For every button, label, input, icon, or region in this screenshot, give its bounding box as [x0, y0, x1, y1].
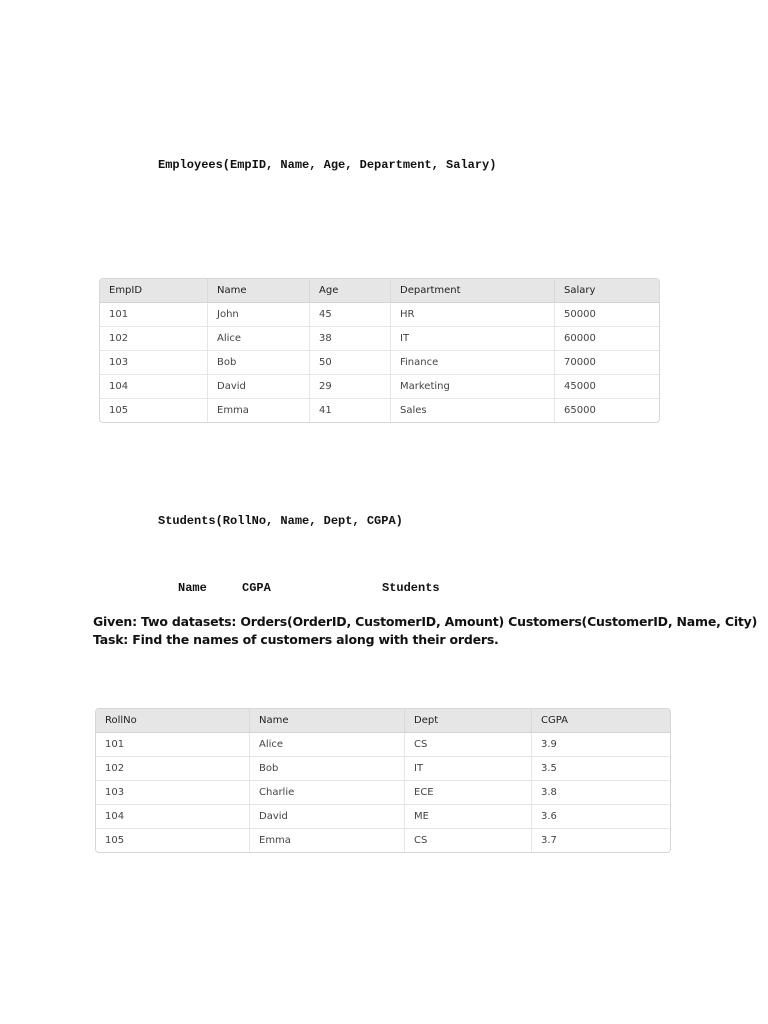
cell-salary: 45000 — [555, 375, 659, 399]
students-table — [95, 708, 671, 853]
cell-empid: 103 — [100, 351, 208, 375]
cell-salary: 50000 — [555, 303, 659, 327]
cell-age: 45 — [310, 303, 391, 327]
cell-empid: 104 — [100, 375, 208, 399]
cell-age: 29 — [310, 375, 391, 399]
query-header-name: Name — [178, 581, 207, 595]
students-schema: Students(RollNo, Name, Dept, CGPA) — [158, 514, 403, 528]
cell-name: Bob — [250, 757, 405, 781]
query-header-cgpa: CGPA — [242, 581, 271, 595]
cell-rollno: 101 — [96, 733, 250, 757]
cell-dept: IT — [405, 757, 532, 781]
cell-rollno: 104 — [96, 805, 250, 829]
table-row — [100, 375, 659, 399]
table-row — [100, 303, 659, 327]
cell-name: Alice — [208, 327, 310, 351]
cell-name: John — [208, 303, 310, 327]
table-row — [100, 351, 659, 375]
cell-name: Emma — [208, 399, 310, 422]
cell-name: Charlie — [250, 781, 405, 805]
cell-cgpa: 3.7 — [541, 835, 557, 846]
cell-dept: ME — [405, 805, 532, 829]
cell-department: IT — [391, 327, 555, 351]
table-header-row — [100, 279, 659, 303]
table-row — [96, 757, 670, 781]
cell-salary: 65000 — [564, 405, 596, 416]
table-row — [100, 327, 659, 351]
column-header-department: Department — [391, 279, 555, 303]
cell-cgpa: 3.8 — [532, 781, 670, 805]
cell-department: Marketing — [391, 375, 555, 399]
cell-department: HR — [391, 303, 555, 327]
table-header-row — [96, 709, 670, 733]
cell-cgpa: 3.9 — [532, 733, 670, 757]
table-row — [96, 733, 670, 757]
table-row — [96, 829, 670, 852]
task-given-text: Given: Two datasets: Orders(OrderID, CustomerID, Amount) Customers(CustomerID, Name, City) — [93, 614, 758, 629]
cell-name: David — [208, 375, 310, 399]
cell-age: 41 — [310, 399, 391, 422]
cell-dept: CS — [405, 829, 532, 852]
column-header-rollno: RollNo — [96, 709, 250, 733]
query-header-students: Students — [382, 581, 440, 595]
column-header-name: Name — [250, 709, 405, 733]
cell-name: Bob — [208, 351, 310, 375]
column-header-name: Name — [208, 279, 310, 303]
cell-name: David — [250, 805, 405, 829]
table-row — [96, 781, 670, 805]
column-header-dept: Dept — [405, 709, 532, 733]
cell-dept: CS — [405, 733, 532, 757]
cell-name: Alice — [250, 733, 405, 757]
cell-empid: 105 — [100, 399, 208, 422]
column-header-cgpa: CGPA — [532, 709, 670, 733]
column-header-age: Age — [310, 279, 391, 303]
cell-name: Emma — [250, 829, 405, 852]
cell-empid: 102 — [100, 327, 208, 351]
cell-department: Sales — [391, 399, 555, 422]
cell-rollno: 102 — [96, 757, 250, 781]
employees-table — [99, 278, 660, 423]
cell-rollno: 103 — [96, 781, 250, 805]
cell-salary: 60000 — [555, 327, 659, 351]
task-description-text: Task: Find the names of customers along with their orders. — [93, 632, 499, 647]
column-header-salary: Salary — [555, 279, 659, 303]
cell-cgpa: 3.5 — [532, 757, 670, 781]
employees-schema: Employees(EmpID, Name, Age, Department, Salary) — [158, 158, 497, 172]
cell-age: 38 — [310, 327, 391, 351]
cell-salary: 70000 — [555, 351, 659, 375]
table-row — [96, 805, 670, 829]
cell-cgpa: 3.6 — [532, 805, 670, 829]
cell-rollno: 105 — [96, 829, 250, 852]
cell-dept: ECE — [405, 781, 532, 805]
table-row — [100, 399, 659, 422]
cell-age: 50 — [310, 351, 391, 375]
column-header-empid: EmpID — [100, 279, 208, 303]
cell-department: Finance — [391, 351, 555, 375]
cell-empid: 101 — [100, 303, 208, 327]
